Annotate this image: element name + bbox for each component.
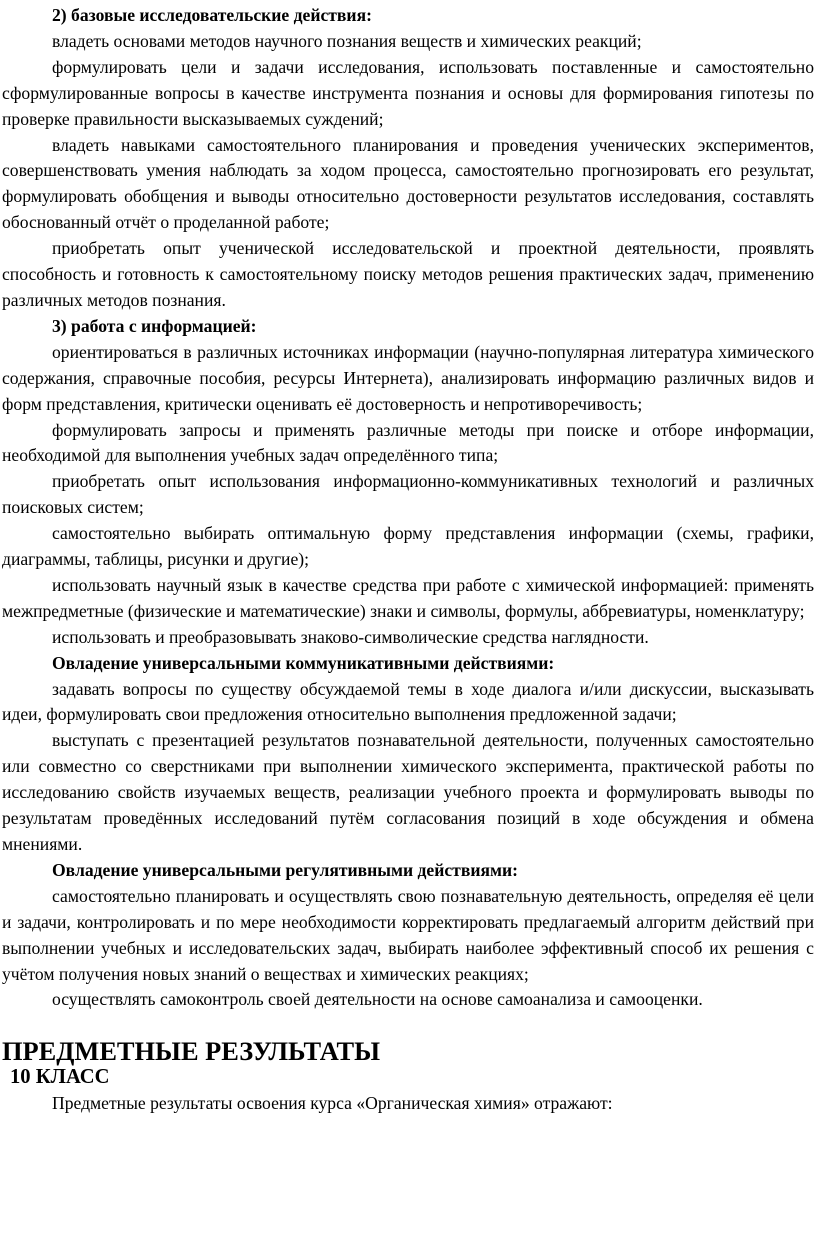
section-heading: 3) работа с информацией: — [52, 315, 257, 336]
section-heading: Овладение универсальными коммуникативными действиями: — [52, 652, 555, 673]
paragraph: использовать и преобразовывать знаково-символические средства наглядности. — [52, 626, 649, 647]
paragraph: приобретать опыт ученической исследовательской и проектной деятельности, проявлять способность и готовность к самостоятельному поиску методов решения практических задач, применению различных методов познания. — [2, 238, 814, 310]
section-heading: 2) базовые исследовательские действия: — [52, 5, 372, 25]
class-title: 10 КЛАСС — [10, 1066, 110, 1089]
closing-paragraph: Предметные результаты освоения курса «Органическая химия» отражают: — [52, 1093, 613, 1114]
paragraph: выступать с презентацией результатов познавательной деятельности, полученных самостоятельно или совместно со сверстниками при выполнении химического эксперимента, практической работы по исследованию свойств изучаемых веществ, реализации учебного проекта и формулировать выводы по результатам проведённых исследований путём согласования позиций в ходе обсуждения и обмена мнениями. — [2, 730, 814, 854]
section-title: ПРЕДМЕТНЫЕ РЕЗУЛЬТАТЫ — [2, 1036, 381, 1067]
paragraph: владеть основами методов научного познания веществ и химических реакций; — [52, 30, 642, 51]
paragraph: задавать вопросы по существу обсуждаемой темы в ходе диалога и/или дискуссии, высказывать идеи, формулировать свои предложения относительно выполнения предложенной задачи; — [2, 678, 814, 725]
paragraph: осуществлять самоконтроль своей деятельности на основе самоанализа и самооценки. — [52, 989, 703, 1010]
paragraph: использовать научный язык в качестве средства при работе с химической информацией: применять межпредметные (физические и математические) знаки и символы, формулы, аббревиатуры, номенклатуру; — [2, 574, 814, 621]
paragraph: самостоятельно планировать и осуществлять свою познавательную деятельность, определяя её цели и задачи, контролировать и по мере необходимости корректировать предлагаемый алгоритм действий при выполнении учебных и исследовательских задач, выбирать наиболее эффективный способ их решения с учётом получения новых знаний о веществах и химических реакциях; — [2, 885, 814, 984]
paragraph: приобретать опыт использования информационно-коммуникативных технологий и различных поисковых систем; — [2, 471, 814, 518]
paragraph: самостоятельно выбирать оптимальную форму представления информации (схемы, графики, диаграммы, таблицы, рисунки и другие); — [2, 523, 814, 570]
document-body — [2, 3, 814, 1013]
paragraph: формулировать цели и задачи исследования, использовать поставленные и самостоятельно сформулированные вопросы в качестве инструмента познания и основы для формирования гипотезы по проверке правильности высказываемых суждений; — [2, 56, 814, 129]
paragraph: ориентироваться в различных источниках информации (научно-популярная литература химического содержания, справочные пособия, ресурсы Интернета), анализировать информацию различных видов и форм представления, критически оценивать её достоверность и непротиворечивость; — [2, 341, 814, 414]
section-heading: Овладение универсальными регулятивными действиями: — [52, 859, 518, 880]
paragraph: формулировать запросы и применять различные методы при поиске и отборе информации, необходимой для выполнения учебных задач определённого типа; — [2, 419, 814, 466]
paragraph: владеть навыками самостоятельного планирования и проведения ученических экспериментов, совершенствовать умения наблюдать за ходом процесса, самостоятельно прогнозировать его результат, формулировать обобщения и выводы относительно достоверности результатов исследования, составлять обоснованный отчёт о проделанной работе; — [2, 134, 814, 233]
